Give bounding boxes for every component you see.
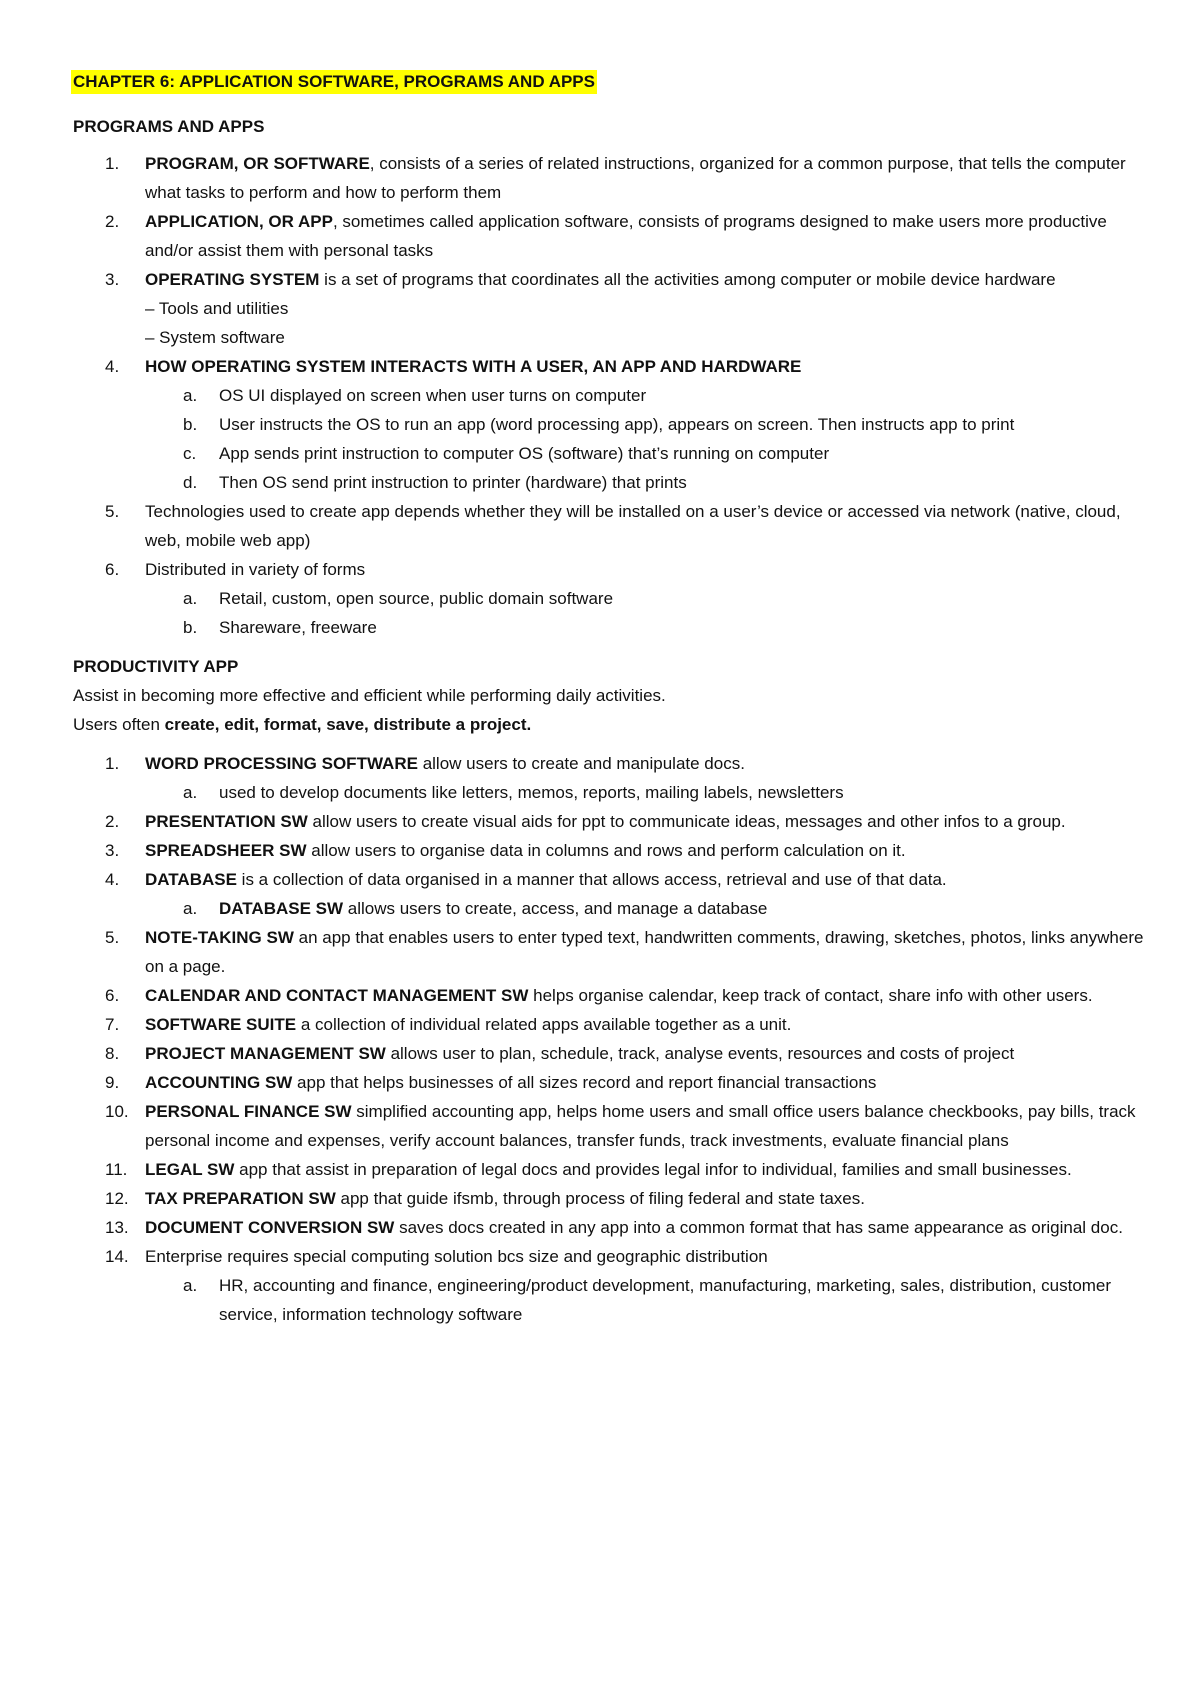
programs-list (73, 149, 1153, 642)
definition: Technologies used to create app depends whether they will be installed on a user’s device or accessed via network (native, cloud, web, mobile web app) (145, 502, 1121, 550)
sub-text: Retail, custom, open source, public domain software (219, 589, 614, 608)
list-item (73, 981, 1153, 1010)
list-number: 8. (105, 1044, 120, 1063)
sub-letter: d. (183, 473, 198, 492)
definition: allow users to organise data in columns and rows and perform calculation on it. (306, 841, 906, 860)
term: WORD PROCESSING SOFTWARE (145, 754, 418, 773)
list-number: 12. (105, 1189, 129, 1208)
list-item (73, 1242, 1153, 1271)
list-number: 6. (105, 986, 120, 1005)
definition: Enterprise requires special computing solution bcs size and geographic distribution (145, 1247, 768, 1266)
list-number: 10. (105, 1102, 129, 1121)
definition: Distributed in variety of forms (145, 560, 366, 579)
list-number: 7. (105, 1015, 120, 1034)
list-number: 6. (105, 560, 120, 579)
term: PROJECT MANAGEMENT SW (145, 1044, 386, 1063)
section-heading-programs: PROGRAMS AND APPS (73, 117, 265, 136)
list-number: 5. (105, 502, 120, 521)
definition: allow users to create and manipulate docs. (417, 754, 745, 773)
list-number: 4. (105, 357, 120, 376)
sub-letter: b. (183, 415, 198, 434)
productivity-list (73, 749, 1153, 1329)
list-number: 3. (105, 270, 120, 289)
list-item (73, 1155, 1153, 1184)
sub-text: allows users to create, access, and manage a database (343, 899, 768, 918)
list-number: 9. (105, 1073, 120, 1092)
sub-item (73, 584, 1153, 613)
definition: saves docs created in any app into a common format that has same appearance as original doc. (394, 1218, 1123, 1237)
sub-letter: a. (183, 783, 198, 802)
term: PERSONAL FINANCE SW (145, 1102, 352, 1121)
list-number: 11. (105, 1160, 128, 1179)
term: NOTE-TAKING SW (145, 928, 294, 947)
sub-letter: b. (183, 618, 198, 637)
list-item (73, 497, 1153, 555)
list-item (73, 1068, 1153, 1097)
definition: is a set of programs that coordinates all the activities among computer or mobile device hardware (319, 270, 1056, 289)
list-number: 14. (105, 1247, 129, 1266)
intro-bold: create, edit, format, save, distribute a project. (164, 715, 532, 734)
sub-text: App sends print instruction to computer OS (software) that’s running on computer (219, 444, 830, 463)
list-number: 1. (105, 154, 120, 173)
term: DATABASE (145, 870, 237, 889)
sub-letter: a. (183, 1276, 198, 1295)
intro-line (73, 710, 1153, 739)
list-item (73, 352, 1153, 381)
list-item (73, 149, 1153, 207)
term: LEGAL SW (145, 1160, 235, 1179)
sub-item (73, 439, 1153, 468)
definition: helps organise calendar, keep track of contact, share info with other users. (528, 986, 1093, 1005)
title-row (73, 70, 1153, 94)
list-number: 2. (105, 812, 120, 831)
list-item (73, 1184, 1153, 1213)
list-item (73, 749, 1153, 778)
list-item (73, 1010, 1153, 1039)
sub-item (73, 410, 1153, 439)
definition: allow users to create visual aids for ppt to communicate ideas, messages and other infos to a group. (307, 812, 1066, 831)
definition: app that helps businesses of all sizes record and report financial transactions (292, 1073, 877, 1092)
list-item (73, 865, 1153, 894)
definition: an app that enables users to enter typed text, handwritten comments, drawing, sketches, photos, links anywhere on a page. (145, 928, 1144, 976)
definition: , consists of a series of related instructions, organized for a common purpose, that tells the computer what tasks to perform and how to perform them (145, 154, 1126, 202)
term: SOFTWARE SUITE (145, 1015, 297, 1034)
intro-line: Assist in becoming more effective and efficient while performing daily activities. (73, 686, 666, 705)
definition: allows user to plan, schedule, track, analyse events, resources and costs of project (385, 1044, 1015, 1063)
list-number: 1. (105, 754, 120, 773)
sub-item (73, 468, 1153, 497)
term: SPREADSHEER SW (145, 841, 307, 860)
sub-letter: a. (183, 589, 198, 608)
chapter-title: CHAPTER 6: APPLICATION SOFTWARE, PROGRAMS AND APPS (71, 70, 597, 94)
definition: , sometimes called application software, consists of programs designed to make users more productive and/or assist them with personal tasks (145, 212, 1107, 260)
sub-item (73, 778, 1153, 807)
list-item (73, 923, 1153, 981)
list-number: 5. (105, 928, 120, 947)
term: ACCOUNTING SW (145, 1073, 293, 1092)
intro-text: Users often (73, 715, 165, 734)
sub-text: used to develop documents like letters, memos, reports, mailing labels, newsletters (219, 783, 844, 802)
list-item (73, 265, 1153, 294)
term: CALENDAR AND CONTACT MANAGEMENT SW (145, 986, 529, 1005)
list-item (73, 807, 1153, 836)
term: TAX PREPARATION SW (145, 1189, 336, 1208)
sub-letter: a. (183, 386, 198, 405)
sub-text: HR, accounting and finance, engineering/product development, manufacturing, marketing, sales, distribution, customer service, information technology software (219, 1276, 1112, 1324)
list-item (73, 836, 1153, 865)
list-number: 4. (105, 870, 120, 889)
list-number: 2. (105, 212, 120, 231)
list-number: 13. (105, 1218, 129, 1237)
sub-item (73, 894, 1153, 923)
sub-text: OS UI displayed on screen when user turns on computer (219, 386, 647, 405)
list-item (73, 207, 1153, 265)
sub-item (73, 613, 1153, 642)
list-number: 3. (105, 841, 120, 860)
document-content (73, 70, 1153, 1329)
term: APPLICATION, OR APP (145, 212, 333, 231)
sub-letter: c. (183, 444, 197, 463)
dash-item: – Tools and utilities (145, 299, 289, 318)
sub-text: Then OS send print instruction to printer (hardware) that prints (219, 473, 687, 492)
section-heading-productivity: PRODUCTIVITY APP (73, 657, 239, 676)
sub-item (73, 1271, 1153, 1329)
list-item (73, 1039, 1153, 1068)
definition: a collection of individual related apps available together as a unit. (296, 1015, 792, 1034)
list-item (73, 1097, 1153, 1155)
definition: simplified accounting app, helps home users and small office users balance checkbooks, pay bills, track personal income and expenses, verify account balances, transfer funds, track investments, evaluate financial plans (145, 1102, 1136, 1150)
list-item (73, 555, 1153, 584)
list-item (73, 1213, 1153, 1242)
sub-term: DATABASE SW (219, 899, 344, 918)
definition: is a collection of data organised in a manner that allows access, retrieval and use of that data. (236, 870, 947, 889)
term: PRESENTATION SW (145, 812, 308, 831)
dash-item: – System software (145, 328, 285, 347)
sub-item (73, 381, 1153, 410)
term: OPERATING SYSTEM (145, 270, 320, 289)
sub-letter: a. (183, 899, 198, 918)
sub-text: User instructs the OS to run an app (word processing app), appears on screen. Then instructs app to print (219, 415, 1015, 434)
term: HOW OPERATING SYSTEM INTERACTS WITH A USER, AN APP AND HARDWARE (145, 357, 802, 376)
term: DOCUMENT CONVERSION SW (145, 1218, 395, 1237)
term: PROGRAM, OR SOFTWARE (145, 154, 370, 173)
sub-text: Shareware, freeware (219, 618, 377, 637)
definition: app that guide ifsmb, through process of filing federal and state taxes. (335, 1189, 865, 1208)
definition: app that assist in preparation of legal docs and provides legal infor to individual, families and small businesses. (234, 1160, 1072, 1179)
